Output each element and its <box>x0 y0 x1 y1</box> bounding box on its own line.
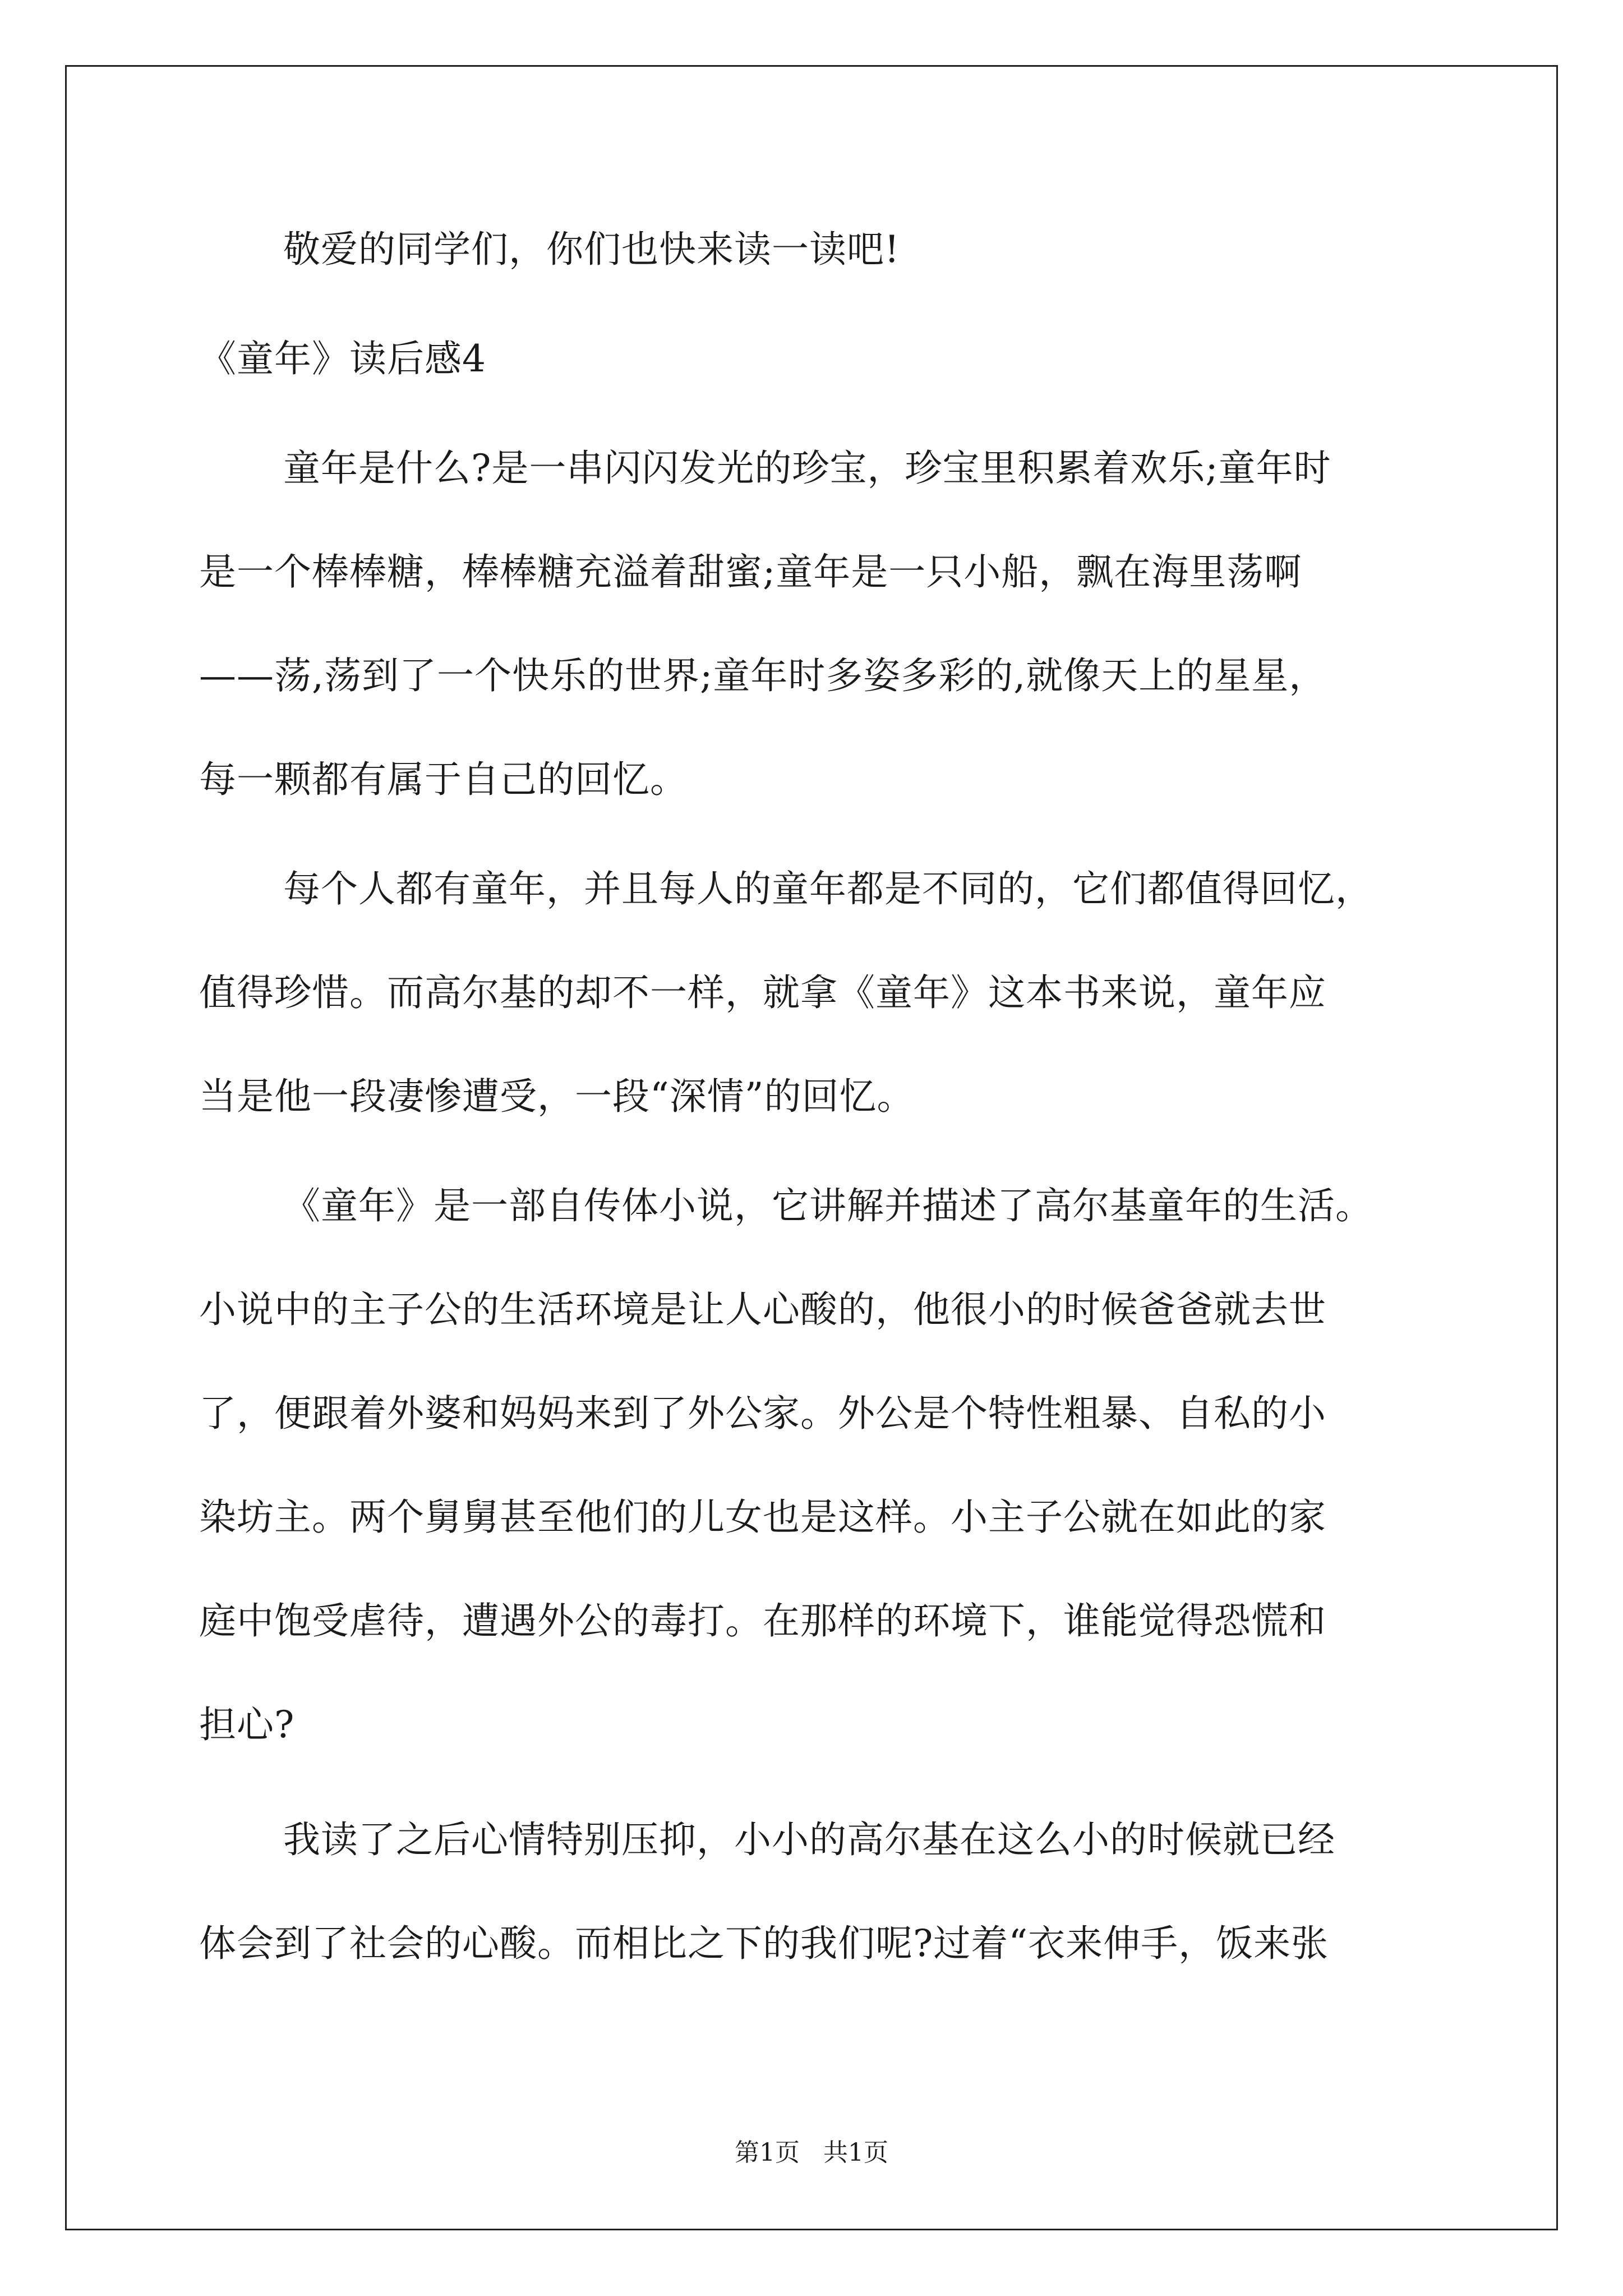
text-line-6: 每一颗都有属于自己的回忆。 <box>199 758 688 801</box>
text-line-13: 染坊主。两个舅舅甚至他们的儿女也是这样。小主子公就在如此的家 <box>199 1496 1326 1539</box>
text-line-1: 敬爱的同学们，你们也快来读一读吧! <box>283 228 900 271</box>
text-line-5: ——荡,荡到了一个快乐的世界;童年时多姿多彩的,就像天上的星星， <box>199 654 1327 697</box>
text-line-9: 当是他一段凄惨遭受，一段“深情”的回忆。 <box>199 1075 915 1118</box>
text-line-3: 童年是什么?是一串闪闪发光的珍宝，珍宝里积累着欢乐;童年时 <box>283 447 1331 490</box>
page-footer: 第1页 共1页 <box>735 2138 888 2167</box>
text-line-7: 每个人都有童年，并且每人的童年都是不同的，它们都值得回忆， <box>283 867 1373 910</box>
text-line-16: 我读了之后心情特别压抑，小小的高尔基在这么小的时候就已经 <box>283 1818 1335 1861</box>
text-line-11: 小说中的主子公的生活环境是让人心酸的，他很小的时候爸爸就去世 <box>199 1288 1326 1331</box>
text-line-8: 值得珍惜。而高尔基的却不一样，就拿《童年》这本书来说，童年应 <box>199 971 1326 1014</box>
text-line-4: 是一个棒棒糖，棒棒糖充溢着甜蜜;童年是一只小船，飘在海里荡啊 <box>199 550 1302 593</box>
page-border <box>65 65 1558 2230</box>
text-line-12: 了，便跟着外婆和妈妈来到了外公家。外公是个特性粗暴、自私的小 <box>199 1392 1326 1435</box>
text-line-17: 体会到了社会的心酸。而相比之下的我们呢?过着“衣来伸手，饭来张 <box>199 1922 1329 1965</box>
section-heading: 《童年》读后感4 <box>199 337 486 380</box>
text-line-10: 《童年》是一部自传体小说，它讲解并描述了高尔基童年的生活。 <box>283 1184 1373 1227</box>
text-line-15: 担心? <box>199 1703 295 1746</box>
text-line-14: 庭中饱受虐待，遭遇外公的毒打。在那样的环境下，谁能觉得恐慌和 <box>199 1599 1326 1642</box>
